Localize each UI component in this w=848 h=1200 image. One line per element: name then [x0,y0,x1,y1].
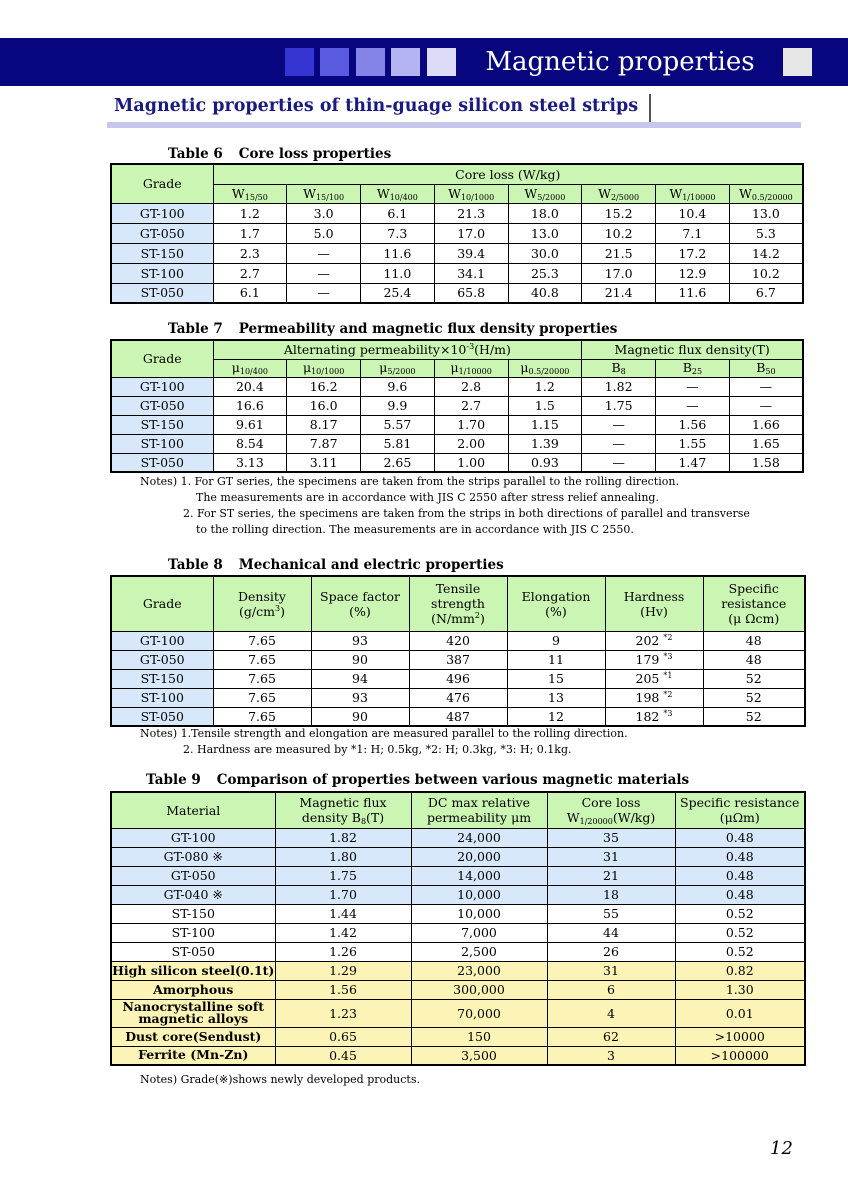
value-cell: 0.52 [675,923,805,942]
table8-hard-header: Hardness (Hv) [605,576,703,631]
value-cell: 25.3 [508,263,582,283]
note-line: 2. Hardness are measured by *1: H; 0.5kg, *2: H; 0.3kg, *3: H; 0.1kg. [183,743,572,756]
grade-cell: ST-100 [111,688,213,707]
table-row [111,961,805,980]
value-cell: 31 [547,961,675,980]
value-cell: 0.48 [675,866,805,885]
value-cell: 52 [703,669,805,688]
value-cell: 3,500 [411,1046,547,1065]
value-cell: 31 [547,847,675,866]
table7-group2-header: Magnetic flux density(T) [582,340,803,359]
value-cell: 23,000 [411,961,547,980]
table7-col-header: $B_{25}$ [656,359,730,377]
value-cell: 7.87 [287,434,361,453]
value-cell: 1.5 [508,396,582,415]
table7-caption: Table 7 Permeability and magnetic flux density properties [168,321,618,337]
table-row [111,243,803,263]
value-cell: 3 [547,1046,675,1065]
value-cell: 1.29 [275,961,411,980]
table6-col-header: $W_{15/100}$ [287,184,361,203]
table-row [111,847,805,866]
value-cell: — [729,377,803,396]
table-row [111,980,805,999]
grade-cell: ST-050 [111,453,213,472]
table6-group-header: Core loss (W/kg) [213,164,803,184]
value-cell: 2.7 [434,396,508,415]
hardness-cell: 182 $^{*3}$ [605,707,703,726]
value-cell: 7.1 [656,223,730,243]
grade-cell: GT-050 [111,650,213,669]
grade-cell: ST-100 [111,263,213,283]
table9-flux-header: Magnetic flux density $B_8(T)$ [275,792,411,828]
value-cell: 12.9 [656,263,730,283]
table8-spec-header: Specific resistance (μ Ωcm) [703,576,805,631]
value-cell: 1.65 [729,434,803,453]
table9-core-header: Core loss $W_{1/20000}(W/kg)$ [547,792,675,828]
value-cell: 0.82 [675,961,805,980]
decor-square-end [783,48,812,76]
table-row [111,866,805,885]
value-cell: 7.65 [213,707,311,726]
decor-square [320,48,349,76]
table-row [111,453,803,472]
table-row [111,942,805,961]
grade-cell: ST-150 [111,243,213,263]
table-row [111,828,805,847]
value-cell: — [287,243,361,263]
table8-mechanical [110,575,806,727]
table-row [111,999,805,1027]
value-cell: 1.00 [434,453,508,472]
material-cell: GT-050 [111,866,275,885]
value-cell: 1.7 [213,223,287,243]
value-cell: 10,000 [411,885,547,904]
value-cell: 8.17 [287,415,361,434]
value-cell: 14.2 [729,243,803,263]
value-cell: 13.0 [508,223,582,243]
table6-caption: Table 6 Core loss properties [168,146,392,162]
material-cell: High silicon steel(0.1t) [111,961,275,980]
value-cell: 476 [409,688,507,707]
value-cell: — [729,396,803,415]
value-cell: 2.00 [434,434,508,453]
table6-col-header: $W_{2/5000}$ [582,184,656,203]
value-cell: 10,000 [411,904,547,923]
value-cell: 6.7 [729,283,803,303]
value-cell: 1.75 [275,866,411,885]
page-number: 12 [770,1138,793,1159]
value-cell: 12 [507,707,605,726]
table7-col-header: $\mu_{5/2000}$ [361,359,435,377]
value-cell: 1.47 [656,453,730,472]
table-row [111,203,803,223]
value-cell: 6.1 [213,283,287,303]
table-row [111,396,803,415]
value-cell: 25.4 [361,283,435,303]
material-cell: Dust core(Sendust) [111,1027,275,1046]
value-cell: 3.13 [213,453,287,472]
material-cell: Nanocrystalline soft magnetic alloys [111,999,275,1027]
hardness-cell: 179 $^{*3}$ [605,650,703,669]
value-cell: 52 [703,707,805,726]
table9-perm-header: DC max relative permeability μm [411,792,547,828]
table6-col-header: $W_{1/10000}$ [656,184,730,203]
value-cell: 1.75 [582,396,656,415]
material-cell: ST-100 [111,923,275,942]
material-cell: GT-100 [111,828,275,847]
table8-tensile-header: Tensile strength $(N/mm^2)$ [409,576,507,631]
value-cell: 1.80 [275,847,411,866]
value-cell: 2.7 [213,263,287,283]
value-cell: 16.6 [213,396,287,415]
table7-group1-header: Alternating $permeability\times 10^{-3}(H/m)$ [213,340,582,359]
value-cell: 3.11 [287,453,361,472]
material-cell: ST-050 [111,942,275,961]
value-cell: 5.57 [361,415,435,434]
value-cell: 9 [507,631,605,650]
value-cell: — [582,415,656,434]
table8-notes [140,726,628,758]
value-cell: 8.54 [213,434,287,453]
grade-cell: GT-100 [111,377,213,396]
value-cell: 65.8 [434,283,508,303]
subtitle-underline [107,122,801,128]
table9-notes [140,1072,420,1088]
value-cell: 5.3 [729,223,803,243]
value-cell: — [656,396,730,415]
value-cell: 7.65 [213,631,311,650]
table7-col-header: $\mu_{10/1000}$ [287,359,361,377]
value-cell: 1.66 [729,415,803,434]
value-cell: — [582,434,656,453]
grade-cell: ST-150 [111,415,213,434]
value-cell: 7.3 [361,223,435,243]
value-cell: 7,000 [411,923,547,942]
value-cell: 1.30 [675,980,805,999]
table-row [111,283,803,303]
value-cell: 0.65 [275,1027,411,1046]
value-cell: 0.01 [675,999,805,1027]
value-cell: 0.52 [675,942,805,961]
value-cell: 44 [547,923,675,942]
value-cell: 9.6 [361,377,435,396]
value-cell: 18 [547,885,675,904]
table7-col-header: $\mu_{0.5/20000}$ [508,359,582,377]
table8-grade-header: Grade [111,576,213,631]
value-cell: 10.2 [729,263,803,283]
grade-cell: ST-150 [111,669,213,688]
value-cell: 2.8 [434,377,508,396]
value-cell: 1.44 [275,904,411,923]
section-subtitle: Magnetic properties of thin-guage silicon steel strips [114,96,639,116]
table-row [111,1027,805,1046]
table7-col-header: $B_{50}$ [729,359,803,377]
table6-core-loss [110,163,804,304]
value-cell: 487 [409,707,507,726]
value-cell: 1.15 [508,415,582,434]
value-cell: 300,000 [411,980,547,999]
value-cell: 0.93 [508,453,582,472]
value-cell: 2,500 [411,942,547,961]
value-cell: 6 [547,980,675,999]
value-cell: 26 [547,942,675,961]
table7-notes [140,474,750,538]
value-cell: 0.48 [675,828,805,847]
value-cell: 2.65 [361,453,435,472]
table6-grade-header: Grade [111,164,213,203]
value-cell: 2.3 [213,243,287,263]
material-cell: ST-150 [111,904,275,923]
value-cell: 1.2 [213,203,287,223]
value-cell: 1.39 [508,434,582,453]
hardness-cell: 198 $^{*2}$ [605,688,703,707]
value-cell: 11.6 [361,243,435,263]
value-cell: 10.2 [582,223,656,243]
value-cell: 420 [409,631,507,650]
value-cell: 1.82 [582,377,656,396]
table9-spec-header: Specific resistance (μΩm) [675,792,805,828]
value-cell: 7.65 [213,688,311,707]
table-row [111,669,805,688]
value-cell: 150 [411,1027,547,1046]
value-cell: 93 [311,688,409,707]
table8-caption: Table 8 Mechanical and electric properties [168,557,504,573]
table7-permeability [110,339,804,473]
value-cell: 1.56 [275,980,411,999]
table-row [111,631,805,650]
value-cell: 21.3 [434,203,508,223]
value-cell: 17.0 [582,263,656,283]
table7-grade-header: Grade [111,340,213,377]
value-cell: 6.1 [361,203,435,223]
value-cell: 10.4 [656,203,730,223]
table9-caption: Table 9 Comparison of properties between various magnetic materials [146,772,690,788]
value-cell: 496 [409,669,507,688]
table-row [111,650,805,669]
table8-density-header: Density $(g/cm^3)$ [213,576,311,631]
value-cell: 1.23 [275,999,411,1027]
note-line: Notes) 1.Tensile strength and elongation are measured parallel to the rolling direction. [140,727,628,740]
table-row [111,223,803,243]
table-row [111,688,805,707]
material-cell: Amorphous [111,980,275,999]
value-cell: 15 [507,669,605,688]
value-cell: 24,000 [411,828,547,847]
grade-cell: ST-050 [111,707,213,726]
table7-col-header: $\mu_{1/10000}$ [434,359,508,377]
value-cell: 11.0 [361,263,435,283]
value-cell: — [582,453,656,472]
table6-col-header: $W_{5/2000}$ [508,184,582,203]
value-cell: 0.45 [275,1046,411,1065]
value-cell: 1.56 [656,415,730,434]
note-line: 2. For ST series, the specimens are taken from the strips in both directions of parallel and transverse [183,507,750,520]
material-cell: GT-080 ※ [111,847,275,866]
value-cell: 13 [507,688,605,707]
table-row [111,415,803,434]
value-cell: 5.0 [287,223,361,243]
grade-cell: GT-100 [111,631,213,650]
table7-col-header: $B_8$ [582,359,656,377]
value-cell: 30.0 [508,243,582,263]
value-cell: — [287,263,361,283]
note-line: to the rolling direction. The measurements are in accordance with JIS C 2550. [196,523,634,536]
grade-cell: GT-050 [111,396,213,415]
table-row [111,923,805,942]
value-cell: 18.0 [508,203,582,223]
table-row [111,707,805,726]
value-cell: 90 [311,650,409,669]
value-cell: 20,000 [411,847,547,866]
page-title: Magnetic properties [485,47,755,77]
value-cell: 20.4 [213,377,287,396]
value-cell: 62 [547,1027,675,1046]
value-cell: 17.2 [656,243,730,263]
note-line: The measurements are in accordance with JIS C 2550 after stress relief annealing. [196,491,659,504]
table9-comparison [110,791,806,1066]
value-cell: 34.1 [434,263,508,283]
value-cell: 93 [311,631,409,650]
table7-col-header: $\mu_{10/400}$ [213,359,287,377]
value-cell: 11.6 [656,283,730,303]
grade-cell: GT-050 [111,223,213,243]
material-cell: GT-040 ※ [111,885,275,904]
value-cell: 1.2 [508,377,582,396]
table6-col-header: $W_{10/1000}$ [434,184,508,203]
table-row [111,263,803,283]
decor-square [427,48,456,76]
value-cell: 14,000 [411,866,547,885]
value-cell: 35 [547,828,675,847]
value-cell: 94 [311,669,409,688]
note-line: Notes) 1. For GT series, the specimens are taken from the strips parallel to the rolling direction. [140,475,679,488]
value-cell: 16.2 [287,377,361,396]
table8-elong-header: Elongation (%) [507,576,605,631]
value-cell: 15.2 [582,203,656,223]
value-cell: 11 [507,650,605,669]
value-cell: 1.82 [275,828,411,847]
table6-col-header: $W_{15/50}$ [213,184,287,203]
value-cell: 40.8 [508,283,582,303]
value-cell: 1.26 [275,942,411,961]
value-cell: 1.42 [275,923,411,942]
value-cell: 4 [547,999,675,1027]
grade-cell: GT-100 [111,203,213,223]
decor-square [285,48,314,76]
note-line: Notes) Grade(※)shows newly developed products. [140,1073,420,1086]
value-cell: 17.0 [434,223,508,243]
value-cell: 1.58 [729,453,803,472]
value-cell: 9.9 [361,396,435,415]
value-cell: — [287,283,361,303]
value-cell: 5.81 [361,434,435,453]
value-cell: 16.0 [287,396,361,415]
value-cell: 21.4 [582,283,656,303]
value-cell: 13.0 [729,203,803,223]
value-cell: >10000 [675,1027,805,1046]
table-row [111,377,803,396]
table6-col-header: $W_{0.5/20000}$ [729,184,803,203]
value-cell: — [656,377,730,396]
value-cell: 39.4 [434,243,508,263]
decor-square [356,48,385,76]
value-cell: 90 [311,707,409,726]
value-cell: 48 [703,650,805,669]
value-cell: 7.65 [213,650,311,669]
divider [649,94,651,122]
value-cell: 70,000 [411,999,547,1027]
material-cell: Ferrite (Mn-Zn) [111,1046,275,1065]
value-cell: 55 [547,904,675,923]
value-cell: 3.0 [287,203,361,223]
table-row [111,1046,805,1065]
decor-square [391,48,420,76]
table-row [111,904,805,923]
grade-cell: ST-100 [111,434,213,453]
value-cell: 52 [703,688,805,707]
value-cell: 1.70 [434,415,508,434]
value-cell: 48 [703,631,805,650]
value-cell: 0.52 [675,904,805,923]
table8-space-header: Space factor (%) [311,576,409,631]
table6-col-header: $W_{10/400}$ [361,184,435,203]
value-cell: 21 [547,866,675,885]
value-cell: 387 [409,650,507,669]
value-cell: >100000 [675,1046,805,1065]
value-cell: 1.55 [656,434,730,453]
value-cell: 7.65 [213,669,311,688]
hardness-cell: 202 $^{*2}$ [605,631,703,650]
table-row [111,434,803,453]
value-cell: 21.5 [582,243,656,263]
grade-cell: ST-050 [111,283,213,303]
value-cell: 1.70 [275,885,411,904]
value-cell: 0.48 [675,885,805,904]
table-row [111,885,805,904]
table9-material-header: Material [111,792,275,828]
value-cell: 9.61 [213,415,287,434]
hardness-cell: 205 $^{*1}$ [605,669,703,688]
value-cell: 0.48 [675,847,805,866]
